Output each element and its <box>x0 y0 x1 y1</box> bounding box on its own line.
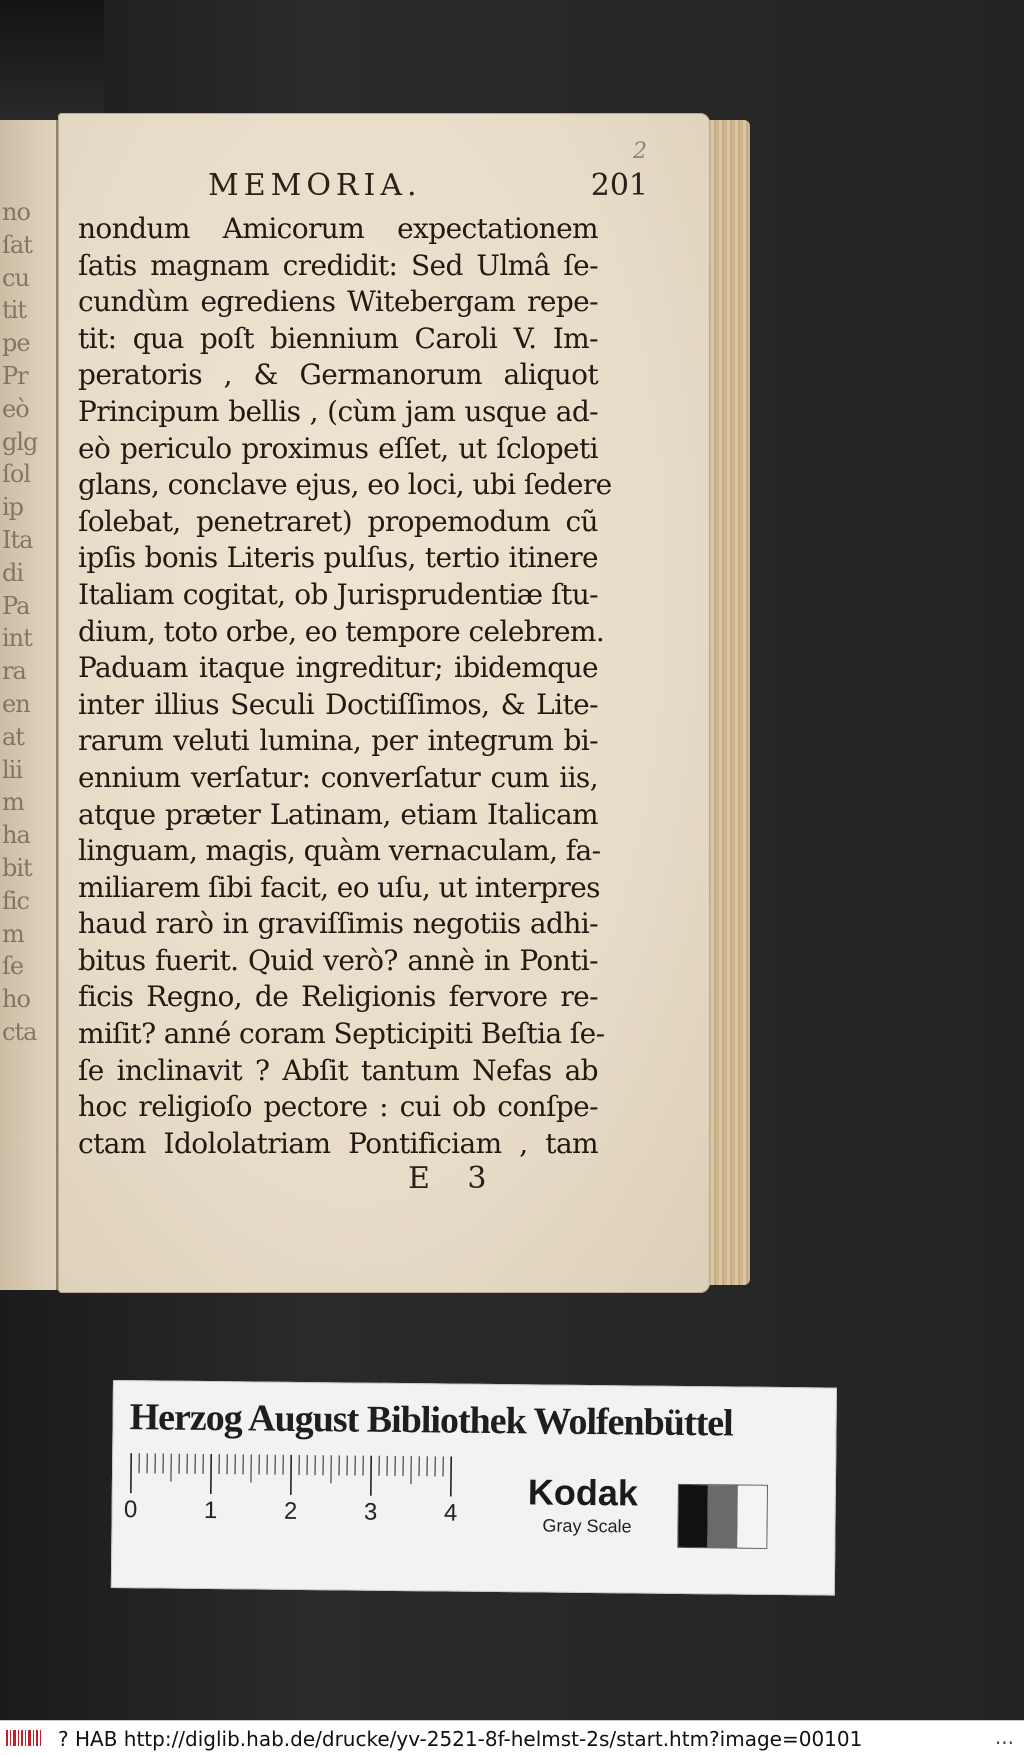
facing-page-text: bit <box>2 854 32 882</box>
facing-page-text: di <box>2 559 23 587</box>
facing-page-text: ip <box>2 493 23 521</box>
text-line: miſit? anné coram Septicipiti Beſtia ſe- <box>78 1016 598 1053</box>
gray-scale-label: Gray Scale <box>542 1516 631 1538</box>
facing-page-text: Pa <box>2 592 29 620</box>
page-header <box>208 168 648 212</box>
facing-page-text: fic <box>2 887 29 915</box>
text-line: ennium verſatur: converſatur cum iis, <box>78 760 598 797</box>
text-line: nondum Amicorum expectationem <box>78 211 598 248</box>
text-line: dium, toto orbe, eo tempore celebrem. <box>78 614 598 651</box>
facing-page-fragment <box>0 120 58 1290</box>
gray-patch <box>678 1485 708 1547</box>
facing-page-text: cta <box>2 1018 36 1046</box>
text-line: eò periculo proximus eſſet, ut ſclopeti <box>78 431 598 468</box>
kodak-logo: Kodak <box>528 1471 638 1514</box>
text-line: atque præter Latinam, etiam Italicam <box>78 797 598 834</box>
text-line: ipſis bonis Literis pulſus, tertio itinere <box>78 540 598 577</box>
text-line: ſe inclinavit ? Abſit tantum Nefas ab <box>78 1053 598 1090</box>
text-line: bitus fuerit. Quid verò? annè in Ponti- <box>78 943 598 980</box>
ruler-number: 3 <box>364 1499 378 1526</box>
text-line: Italiam cogitat, ob Jurisprudentiæ ſtu- <box>78 577 598 614</box>
page-number: 201 <box>591 168 648 203</box>
text-line: ſatis magnam credidit: Sed Ulmâ ſe- <box>78 248 598 285</box>
text-line: Paduam itaque ingreditur; ibidemque <box>78 650 598 687</box>
status-bar <box>0 1720 1024 1755</box>
facing-page-text: glg <box>2 428 37 456</box>
gray-patch <box>708 1485 738 1547</box>
facing-page-text: ho <box>2 985 30 1013</box>
text-line: miliarem ſibi facit, eo uſu, ut interpres <box>78 870 598 907</box>
text-line: linguam, magis, quàm vernaculam, fa- <box>78 833 598 870</box>
facing-page-text: m <box>2 920 24 948</box>
facing-page-text: m <box>2 788 24 816</box>
facing-page-text: cu <box>2 264 29 292</box>
facing-page-text: ſat <box>2 231 32 259</box>
text-line: glans, conclave ejus, eo loci, ubi ſedere <box>78 467 598 504</box>
facing-page-text: ſol <box>2 460 30 488</box>
facing-page-text: en <box>2 690 30 718</box>
facing-page-text: int <box>2 624 32 652</box>
status-url[interactable]: ? HAB http://diglib.hab.de/drucke/yv-2521-8f-helmst-2s/start.htm?image=00101 <box>58 1727 862 1751</box>
facing-page-text: ha <box>2 821 30 849</box>
text-line: inter illius Seculi Doctiſſimos, & Lite- <box>78 687 598 724</box>
signature-mark: E 3 <box>408 1161 501 1196</box>
gray-patches <box>677 1484 768 1549</box>
text-line: hoc religioſo pectore : cui ob conſpe- <box>78 1089 598 1126</box>
ruler-number: 2 <box>284 1498 298 1525</box>
book-page <box>58 113 710 1293</box>
folio-mark: 2 <box>633 139 647 164</box>
text-line: ſolebat, penetraret) propemodum cũ <box>78 504 598 541</box>
library-name: Herzog August Bibliothek Wolfenbüttel <box>129 1395 733 1445</box>
text-line: Principum bellis , (cùm jam usque ad- <box>78 394 598 431</box>
ruler-number: 4 <box>444 1499 458 1526</box>
facing-page-text: tit <box>2 296 26 324</box>
facing-page-text: ſe <box>2 952 23 980</box>
ruler-scale <box>127 1453 488 1527</box>
facing-page-text: eò <box>2 395 29 423</box>
facing-page-text: Pr <box>2 362 28 390</box>
text-line: ctam Idololatriam Pontificiam , tam <box>78 1126 598 1163</box>
facing-page-text: Ita <box>2 526 32 554</box>
barcode-icon <box>4 1728 44 1748</box>
running-title: MEMORIA. <box>208 168 422 203</box>
facing-page-text: lii <box>2 756 22 784</box>
text-line: tit: qua poſt biennium Caroli V. Im- <box>78 321 598 358</box>
facing-page-text: no <box>2 198 30 226</box>
overflow-icon[interactable]: ... <box>995 1725 1014 1749</box>
text-line: rarum veluti lumina, per integrum bi- <box>78 723 598 760</box>
text-line: cundùm egrediens Witebergam repe- <box>78 284 598 321</box>
gray-patch <box>737 1486 767 1548</box>
text-line: haud rarò in graviſſimis negotiis adhi- <box>78 906 598 943</box>
ruler-number: 0 <box>124 1496 138 1523</box>
color-scale-card <box>111 1380 837 1596</box>
body-text <box>78 211 598 1162</box>
text-line: peratoris , & Germanorum aliquot <box>78 357 598 394</box>
ruler-number: 1 <box>204 1497 218 1524</box>
facing-page-text: at <box>2 723 24 751</box>
facing-page-text: ra <box>2 657 26 685</box>
facing-page-text: pe <box>2 329 30 357</box>
text-line: ficis Regno, de Religionis fervore re- <box>78 979 598 1016</box>
